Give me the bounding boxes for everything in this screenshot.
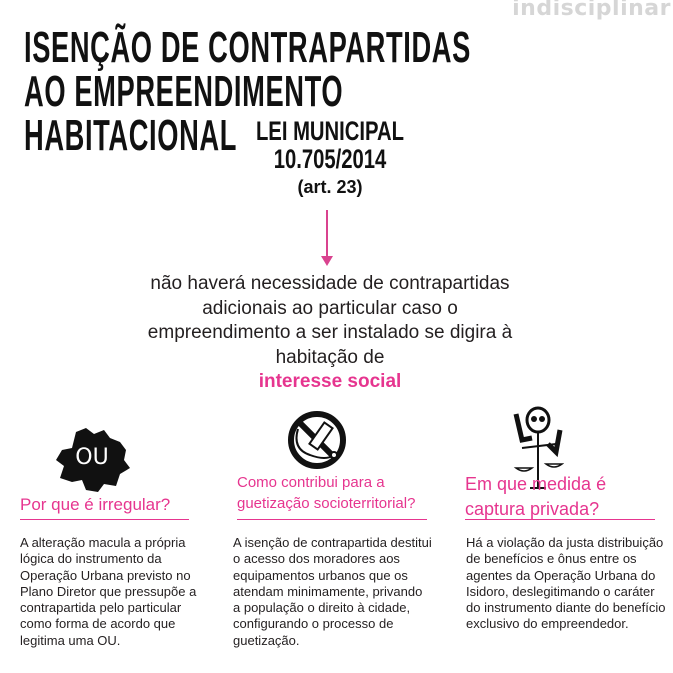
arrow-down-icon <box>326 210 328 260</box>
column-body: A isenção de contrapartida destitui o acesso dos moradores aos equipamentos urbanos que os atendam minimamente, privando a população o direito à cidade, configurando o processo de guetização. <box>233 535 432 648</box>
law-article: (art. 23) <box>297 177 363 197</box>
question-heading: Em que medida é captura privada? <box>465 474 607 519</box>
divider <box>465 519 655 520</box>
divider <box>20 519 189 520</box>
divider <box>237 519 427 520</box>
statement-text: não haverá necessidade de contrapartidas adicionais ao particular caso o empreendimento a ser instalado se digira à habitação de <box>147 273 513 368</box>
question-heading: Como contribui para a guetização socioterritorial? <box>237 474 416 512</box>
law-label: LEI MUNICIPAL <box>255 116 405 146</box>
brand-logo: indisciplinar <box>512 0 671 21</box>
title-line: AO EMPREENDIMENTO <box>24 67 344 116</box>
ou-text: OU <box>75 445 109 470</box>
statement <box>130 272 530 395</box>
title-line: HABITACIONAL <box>24 111 238 160</box>
column-body: A alteração macula a própria lógica do instrumento da Operação Urbana previsto no Plano Diretor que pressupõe a contrapartida pelo particular como forma de acordo que legitima uma OU. <box>20 535 197 648</box>
arrowhead-icon <box>321 256 333 266</box>
title-line: ISENÇÃO DE CONTRAPARTIDAS <box>24 23 471 72</box>
statement-highlight: interesse social <box>258 371 402 392</box>
column-body: Há a violação da justa distribuição de benefícios e ônus entre os agentes da Operação Urbana do Isidoro, deslegitimando o caráter do instrumento diante do benefício exclusivo do empreendedor. <box>466 535 666 632</box>
ou-blob-icon <box>54 420 134 500</box>
question-heading: Por que é irregular? <box>20 495 171 514</box>
law-number: 10.705/2014 <box>273 144 387 174</box>
prohibited-tools-icon <box>286 409 348 471</box>
